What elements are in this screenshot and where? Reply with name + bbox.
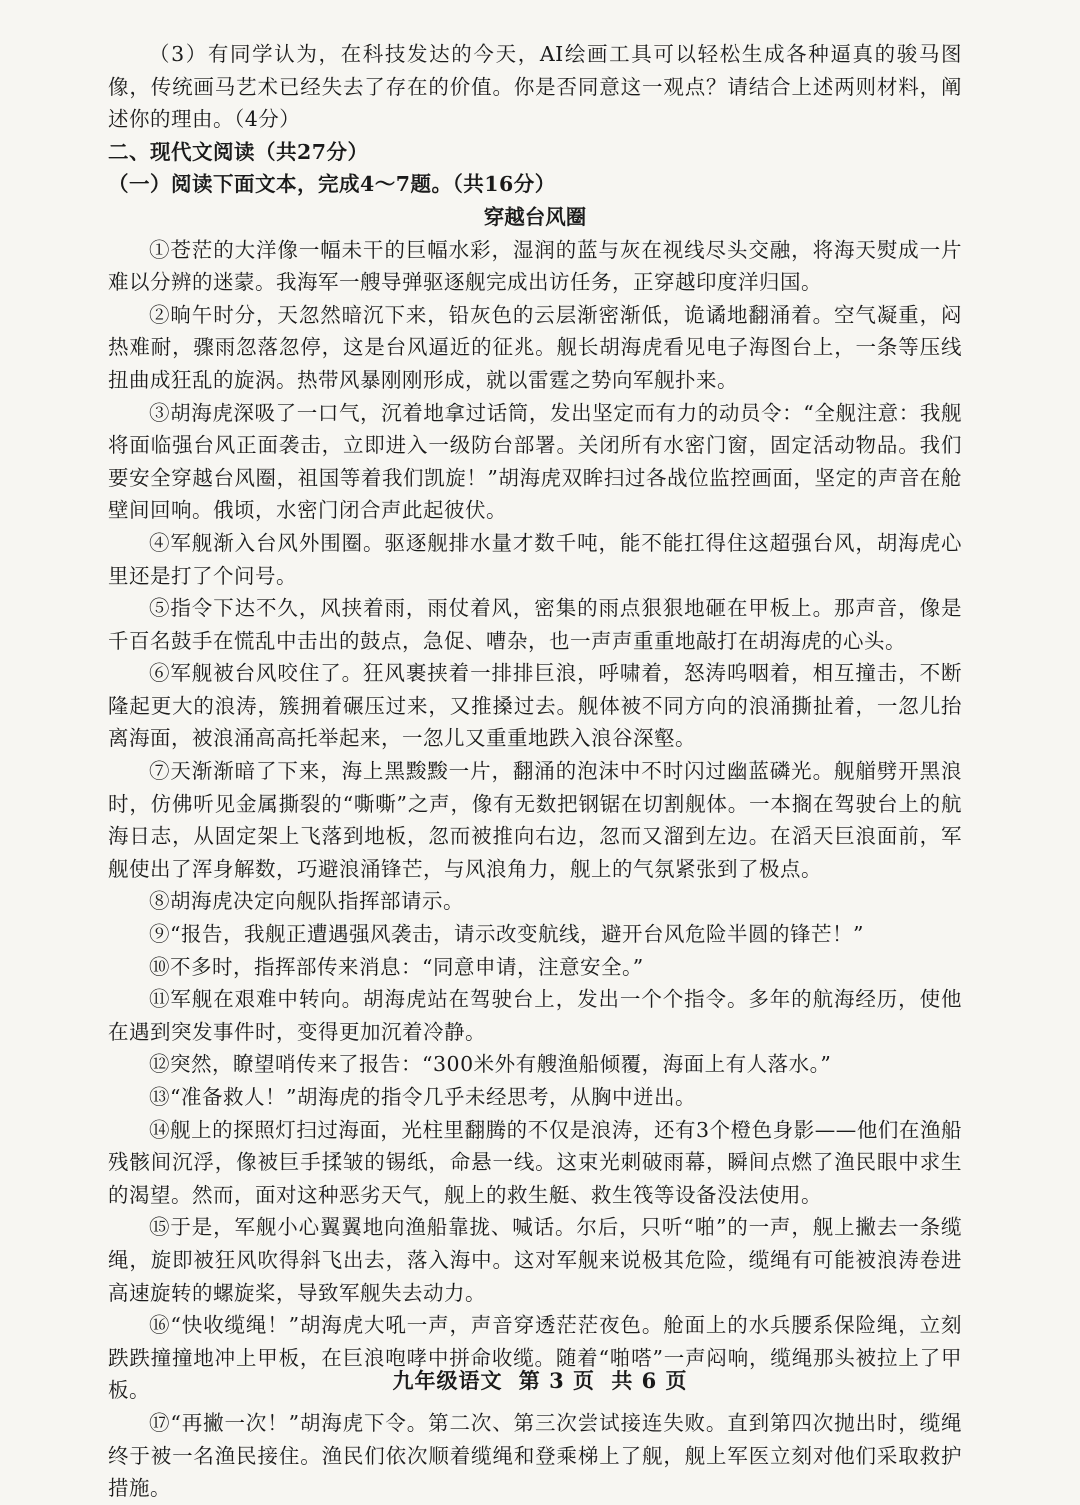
paragraph: ④军舰渐入台风外围圈。驱逐舰排水量才数千吨，能不能扛得住这超强台风，胡海虎心里还是打了个问号。 xyxy=(108,530,962,588)
footer-total-pages: 共 6 页 xyxy=(611,1368,688,1393)
paragraph: ⑪军舰在艰难中转向。胡海虎站在驾驶台上，发出一个个指令。多年的航海经历，使他在遇到突发事件时，变得更加沉着冷静。 xyxy=(108,987,962,1044)
paragraph: ⑬“准备救人！”胡海虎的指令几乎未经思考，从胸中迸出。 xyxy=(149,1085,696,1109)
paragraph: ⑩不多时，指挥部传来消息：“同意申请，注意安全。” xyxy=(149,954,644,979)
footer-subject: 九年级语文 xyxy=(392,1368,503,1393)
paragraph: ②晌午时分，天忽然暗沉下来，铅灰色的云层渐密渐低，诡谲地翻涌着。空气凝重，闷热难耐，骤雨忽落忽停，这是台风逼近的征兆。舰长胡海虎看见电子海图台上，一条等压线扭曲成狂乱的旋涡。热带风暴刚刚形成，就以雷霆之势向军舰扑来。 xyxy=(108,302,962,392)
paragraph: ⑯“快收缆绳！”胡海虎大吼一声，声音穿透茫茫夜色。舱面上的水兵腰系保险绳，立刻跌跌撞撞地冲上甲板，在巨浪咆哮中拼命收缆。随着“啪嗒”一声闷响，缆绳那头被拉上了甲板。 xyxy=(108,1313,962,1403)
page-footer xyxy=(0,1365,1080,1395)
paragraph: ⑮于是，军舰小心翼翼地向渔船靠拢、喊话。尔后，只听“啪”的一声，舰上撇去一条缆绳，旋即被狂风吹得斜飞出去，落入海中。这对军舰来说极其危险，缆绳有可能被浪涛卷进高速旋转的螺旋桨，导致军舰失去动力。 xyxy=(108,1215,962,1305)
paragraph: ⑥军舰被台风咬住了。狂风裹挟着一排排巨浪，呼啸着，怒涛呜咽着，相互撞击，不断隆起更大的浪涛，簇拥着碾压过来，又推搡过去。舰体被不同方向的浪涌撕扯着，一忽儿抬离海面，被浪涌高高托举起来，一忽儿又重重地跌入浪谷深壑。 xyxy=(108,661,962,751)
paragraph: ①苍茫的大洋像一幅未干的巨幅水彩，湿润的蓝与灰在视线尽头交融，将海天熨成一片难以分辨的迷蒙。我海军一艘导弹驱逐舰完成出访任务，正穿越印度洋归国。 xyxy=(108,237,962,295)
subsection-title: （一）阅读下面文本，完成4～7题。（共16分） xyxy=(108,172,556,197)
paragraph: ③胡海虎深吸了一口气，沉着地拿过话筒，发出坚定而有力的动员令：“全舰注意：我舰将面临强台风正面袭击，立即进入一级防台部署。关闭所有水密门窗，固定活动物品。我们要安全穿越台风圈，祖国等着我们凯旋！”胡海虎双眸扫过各战位监控画面，坚定的声音在舱壁间回响。俄顷，水密门闭合声此起彼伏。 xyxy=(108,400,962,523)
paragraph: ⑫突然，瞭望哨传来了报告：“300米外有艘渔船倾覆，海面上有人落水。” xyxy=(149,1052,832,1077)
paragraph: ⑭舰上的探照灯扫过海面，光柱里翻腾的不仅是浪涛，还有3个橙色身影——他们在渔船残骸间沉浮，像被巨手揉皱的锡纸，命悬一线。这束光刺破雨幕，瞬间点燃了渔民眼中求生的渴望。然而，面对这种恶劣天气，舰上的救生艇、救生筏等设备没法使用。 xyxy=(108,1117,962,1207)
article-title: 穿越台风圈 xyxy=(483,204,587,229)
section-title: 二、现代文阅读（共27分） xyxy=(108,139,369,164)
paragraph: ⑧胡海虎决定向舰队指挥部请示。 xyxy=(149,889,464,914)
footer-page-number: 第 3 页 xyxy=(518,1368,595,1393)
paragraph: ⑰“再撇一次！”胡海虎下令。第二次、第三次尝试接连失败。直到第四次抛出时，缆绳终于被一名渔民接住。渔民们依次顺着缆绳和登乘梯上了舰，舰上军医立刻对他们采取救护措施。 xyxy=(108,1410,962,1501)
question-3: （3）有同学认为，在科技发达的今天，AI绘画工具可以轻松生成各种逼真的骏马图像，传统画马艺术已经失去了存在的价值。你是否同意这一观点？请结合上述两则材料，阐述你的理由。（4分） xyxy=(108,42,962,132)
paragraph: ⑦天渐渐暗了下来，海上黑黢黢一片，翻涌的泡沫中不时闪过幽蓝磷光。舰艏劈开黑浪时，仿佛听见金属撕裂的“嘶嘶”之声，像有无数把钢锯在切割舰体。一本搁在驾驶台上的航海日志，从固定架上飞落到地板，忽而被推向右边，忽而又溜到左边。在滔天巨浪面前，军舰使出了浑身解数，巧避浪涌锋芒，与风浪角力，舰上的气氛紧张到了极点。 xyxy=(108,759,962,881)
paragraph: ⑨“报告，我舰正遭遇强风袭击，请示改变航线，避开台风危险半圆的锋芒！” xyxy=(149,922,864,947)
paragraph: ⑤指令下达不久，风挟着雨，雨仗着风，密集的雨点狠狠地砸在甲板上。那声音，像是千百名鼓手在慌乱中击出的鼓点，急促、嘈杂，也一声声重重地敲打在胡海虎的心头。 xyxy=(108,596,962,653)
